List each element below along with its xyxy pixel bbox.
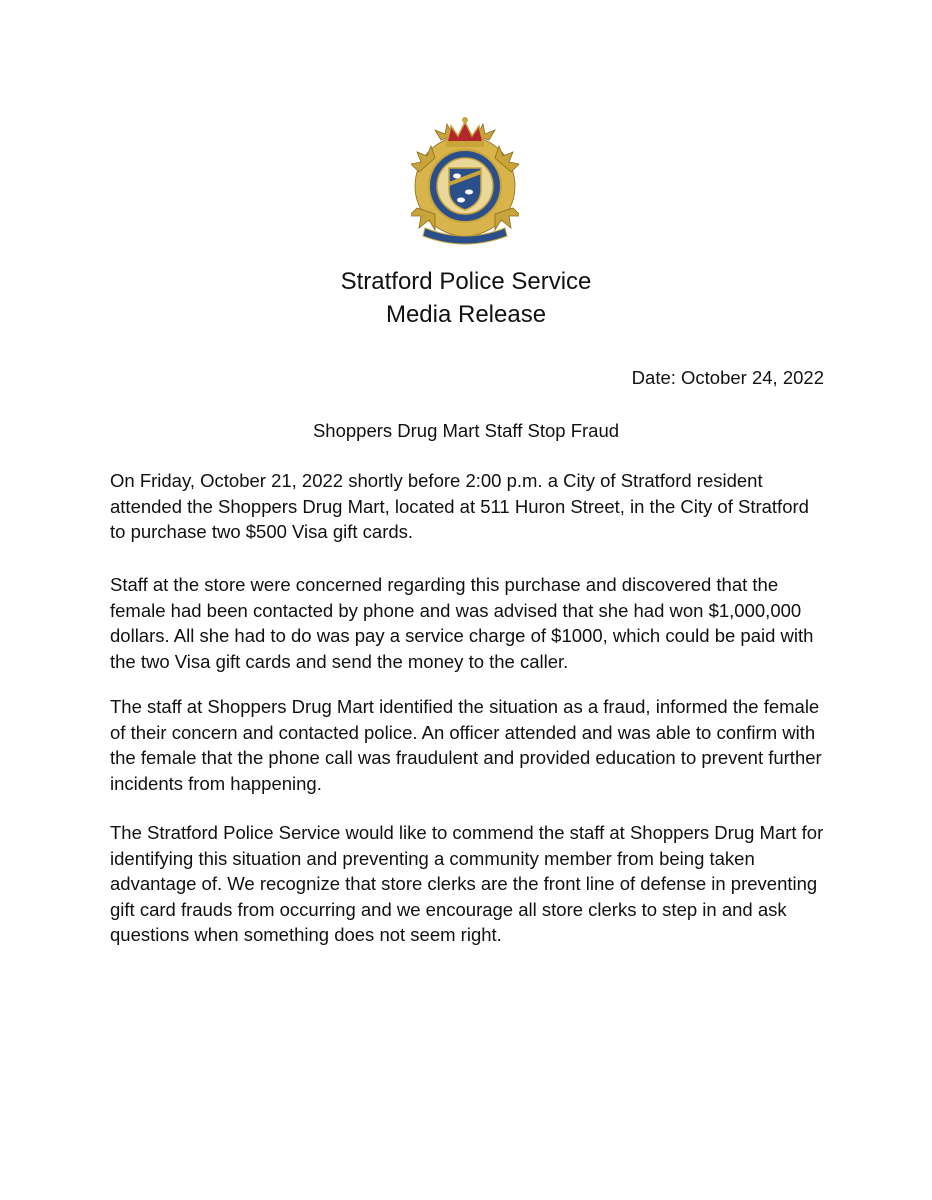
stratford-police-crest-icon bbox=[411, 112, 519, 248]
paragraph-text: The staff at Shoppers Drug Mart identified the situation as a fraud, informed the female of their concern and contacted police. An officer attended and was able to confirm with the female that the phone call was fraudulent and provided education to prevent further incidents from happening. bbox=[110, 696, 822, 794]
document-type-title: Media Release bbox=[385, 301, 547, 328]
paragraph-4 bbox=[110, 820, 826, 948]
paragraph-text: On Friday, October 21, 2022 shortly before 2:00 p.m. a City of Stratford resident attended the Shoppers Drug Mart, located at 511 Huron Street, in the City of Stratford to purchase two $500 Visa gift cards. bbox=[110, 470, 809, 543]
paragraph-3 bbox=[110, 694, 826, 796]
paragraph-text: Staff at the store were concerned regarding this purchase and discovered that the female had been contacted by phone and was advised that she had won $1,000,000 dollars. All she had to do was pay a service charge of $1000, which could be paid with the two Visa gift cards and send the money to the caller. bbox=[110, 574, 814, 672]
paragraph-2 bbox=[110, 572, 826, 674]
paragraph-1 bbox=[110, 468, 826, 545]
release-headline: Shoppers Drug Mart Staff Stop Fraud bbox=[312, 420, 620, 441]
organization-title: Stratford Police Service bbox=[340, 268, 592, 295]
release-date: Date: October 24, 2022 bbox=[631, 367, 824, 388]
paragraph-text: The Stratford Police Service would like to commend the staff at Shoppers Drug Mart for identifying this situation and preventing a community member from being taken advantage of. We recognize that store clerks are the front line of defense in preventing gift card frauds from occurring and we encourage all store clerks to step in and ask questions when something does not seem right. bbox=[110, 822, 824, 946]
